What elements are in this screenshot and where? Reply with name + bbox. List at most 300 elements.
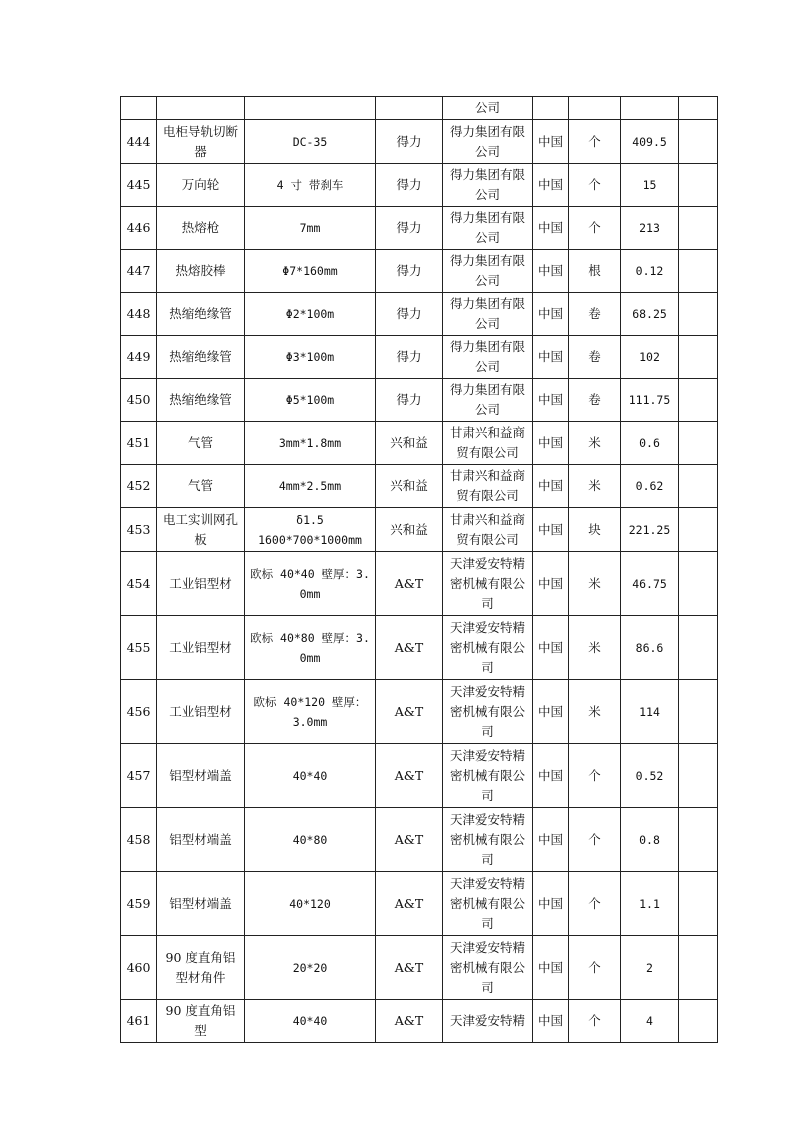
cell-item-spec-text: Φ5*100m — [285, 393, 335, 407]
cell-item-brand-text: 得力 — [396, 177, 422, 192]
cell-item-manufacturer-text: 甘肃兴和益商贸有限公司 — [449, 468, 525, 503]
cell-item-brand-text: A&T — [394, 639, 424, 655]
cell-item-origin — [533, 97, 569, 120]
cell-item-origin — [533, 744, 569, 808]
cell-item-unit-text: 个 — [588, 895, 601, 911]
table-row — [121, 1000, 718, 1043]
cell-item-brand-text: A&T — [394, 895, 424, 911]
cell-item-price-text: 409.5 — [632, 134, 667, 149]
cell-item-origin — [533, 616, 569, 680]
cell-item-manufacturer — [443, 552, 533, 616]
cell-item-manufacturer — [443, 808, 533, 872]
cell-item-unit — [569, 936, 621, 1000]
cell-item-manufacturer — [443, 250, 533, 293]
cell-item-note — [679, 465, 718, 508]
cell-item-origin-text: 中国 — [537, 1013, 563, 1028]
cell-item-manufacturer — [443, 336, 533, 379]
cell-item-price — [621, 872, 679, 936]
cell-item-brand — [376, 616, 443, 680]
cell-item-manufacturer-text: 天津爱安特精密机械有限公司 — [449, 619, 525, 675]
cell-item-spec-text: 20*20 — [292, 960, 328, 975]
table-row — [121, 744, 718, 808]
cell-item-origin-text: 中国 — [537, 177, 563, 192]
cell-item-spec-text: 欧标 40*120 壁厚：3.0mm — [253, 694, 367, 729]
cell-item-name — [157, 465, 245, 508]
cell-item-price — [621, 207, 679, 250]
cell-item-price — [621, 97, 679, 120]
cell-item-no-text: 451 — [126, 435, 151, 450]
cell-item-unit — [569, 872, 621, 936]
cell-item-manufacturer — [443, 872, 533, 936]
cell-item-name — [157, 120, 245, 164]
cell-item-spec-text: 欧标 40*40 壁厚：3.0mm — [250, 566, 370, 601]
cell-item-price — [621, 422, 679, 465]
cell-item-unit — [569, 164, 621, 207]
cell-item-spec — [245, 744, 376, 808]
table-row — [121, 465, 718, 508]
cell-item-spec — [245, 120, 376, 164]
cell-item-origin — [533, 936, 569, 1000]
cell-item-price — [621, 552, 679, 616]
cell-item-unit-text: 个 — [588, 767, 601, 783]
cell-item-brand-text: A&T — [394, 959, 424, 975]
cell-item-unit — [569, 508, 621, 552]
cell-item-origin-text: 中国 — [537, 703, 563, 719]
cell-item-manufacturer — [443, 936, 533, 1000]
cell-item-name-text: 铝型材端盖 — [169, 767, 232, 783]
cell-item-origin-text: 中国 — [537, 435, 563, 450]
cell-item-origin-text: 中国 — [537, 349, 563, 364]
cell-item-brand — [376, 207, 443, 250]
cell-item-name — [157, 164, 245, 207]
cell-item-price-text: 68.25 — [632, 307, 667, 321]
cell-item-note — [679, 808, 718, 872]
cell-item-brand — [376, 336, 443, 379]
cell-item-unit — [569, 336, 621, 379]
cell-item-origin — [533, 250, 569, 293]
cell-item-no — [121, 465, 157, 508]
table-row — [121, 422, 718, 465]
cell-item-origin-text: 中国 — [537, 895, 563, 911]
cell-item-name — [157, 744, 245, 808]
cell-item-unit-text: 个 — [588, 831, 601, 847]
cell-item-brand — [376, 552, 443, 616]
cell-item-name-text: 气管 — [187, 435, 213, 450]
table-row — [121, 164, 718, 207]
cell-item-origin — [533, 680, 569, 744]
cell-item-no — [121, 336, 157, 379]
cell-item-unit-text: 根 — [588, 263, 601, 278]
cell-item-manufacturer — [443, 465, 533, 508]
cell-item-manufacturer — [443, 293, 533, 336]
cell-item-no-text: 444 — [126, 133, 151, 149]
cell-item-brand-text: 兴和益 — [390, 435, 428, 450]
cell-item-brand-text: A&T — [394, 1013, 424, 1028]
cell-item-spec — [245, 680, 376, 744]
cell-item-spec-text: 3mm*1.8mm — [278, 436, 342, 450]
cell-item-no — [121, 120, 157, 164]
cell-item-manufacturer — [443, 744, 533, 808]
cell-item-no-text: 449 — [126, 349, 151, 364]
cell-item-brand — [376, 379, 443, 422]
cell-item-unit — [569, 293, 621, 336]
cell-item-price — [621, 250, 679, 293]
cell-item-no-text: 453 — [126, 521, 151, 537]
cell-item-unit — [569, 552, 621, 616]
cell-item-spec-text: Φ2*100m — [285, 307, 335, 321]
cell-item-origin — [533, 508, 569, 552]
cell-item-price — [621, 680, 679, 744]
table-row — [121, 808, 718, 872]
cell-item-price-text: 0.8 — [639, 832, 660, 847]
cell-item-origin — [533, 379, 569, 422]
cell-item-name — [157, 1000, 245, 1043]
cell-item-price — [621, 336, 679, 379]
cell-item-no — [121, 508, 157, 552]
cell-item-note — [679, 164, 718, 207]
cell-item-brand — [376, 120, 443, 164]
cell-item-note — [679, 250, 718, 293]
cell-item-manufacturer-text: 天津爱安特精 — [449, 1013, 525, 1028]
cell-item-price — [621, 936, 679, 1000]
cell-item-name — [157, 680, 245, 744]
cell-item-note — [679, 422, 718, 465]
cell-item-brand-text: A&T — [394, 575, 424, 591]
cell-item-brand-text: A&T — [394, 767, 424, 783]
cell-item-spec-text: Φ7*160mm — [282, 264, 338, 278]
table-row — [121, 616, 718, 680]
table-row — [121, 508, 718, 552]
cell-item-origin-text: 中国 — [537, 639, 563, 655]
cell-item-manufacturer-text: 得力集团有限公司 — [449, 382, 525, 417]
cell-item-name-text: 热熔胶棒 — [175, 263, 226, 278]
cell-item-manufacturer-text: 天津爱安特精密机械有限公司 — [449, 555, 525, 611]
cell-item-unit-text: 卷 — [588, 306, 601, 321]
cell-item-origin — [533, 872, 569, 936]
cell-item-name — [157, 379, 245, 422]
cell-item-no-text: 447 — [126, 263, 151, 278]
cell-item-no-text: 458 — [126, 831, 151, 847]
cell-item-spec-text: 40*40 — [292, 1014, 328, 1028]
table-row — [121, 872, 718, 936]
cell-item-brand — [376, 293, 443, 336]
table-row — [121, 336, 718, 379]
cell-item-manufacturer-text: 天津爱安特精密机械有限公司 — [449, 939, 525, 995]
cell-item-unit — [569, 1000, 621, 1043]
cell-item-origin-text: 中国 — [537, 392, 563, 407]
cell-item-name-text: 铝型材端盖 — [169, 831, 232, 847]
cell-item-brand — [376, 680, 443, 744]
cell-item-unit — [569, 120, 621, 164]
cell-item-spec-text: Φ3*100m — [285, 350, 335, 364]
cell-item-name — [157, 808, 245, 872]
cell-item-name-text: 工业铝型材 — [169, 639, 232, 655]
cell-item-brand-text: 得力 — [396, 220, 422, 235]
cell-item-brand-text: A&T — [394, 831, 424, 847]
cell-item-price-text: 221.25 — [628, 522, 671, 537]
cell-item-spec — [245, 164, 376, 207]
cell-item-no — [121, 97, 157, 120]
cell-item-price-text: 15 — [642, 178, 657, 192]
cell-item-name-text: 工业铝型材 — [169, 575, 232, 591]
cell-item-origin-text: 中国 — [537, 478, 563, 493]
cell-item-spec-text: 40*120 — [289, 896, 331, 911]
cell-item-brand-text: 兴和益 — [390, 521, 428, 537]
cell-item-brand — [376, 164, 443, 207]
cell-item-unit — [569, 379, 621, 422]
cell-item-no — [121, 680, 157, 744]
cell-item-unit-text: 个 — [588, 177, 601, 192]
cell-item-brand-text: 兴和益 — [390, 478, 428, 493]
cell-item-manufacturer — [443, 120, 533, 164]
cell-item-price-text: 111.75 — [628, 393, 671, 407]
cell-item-origin-text: 中国 — [537, 133, 563, 149]
cell-item-origin-text: 中国 — [537, 263, 563, 278]
cell-item-manufacturer — [443, 508, 533, 552]
cell-item-spec-text: DC-35 — [292, 134, 328, 149]
cell-item-unit-text: 卷 — [588, 392, 601, 407]
cell-item-manufacturer — [443, 616, 533, 680]
cell-item-manufacturer — [443, 1000, 533, 1043]
cell-item-name-text: 热缩绝缘管 — [169, 306, 232, 321]
cell-item-manufacturer — [443, 422, 533, 465]
cell-item-note — [679, 1000, 718, 1043]
cell-item-price-text: 4 — [646, 1014, 653, 1028]
table-row — [121, 552, 718, 616]
cell-item-origin — [533, 552, 569, 616]
cell-item-unit — [569, 616, 621, 680]
cell-item-spec — [245, 552, 376, 616]
cell-item-brand — [376, 422, 443, 465]
cell-item-manufacturer — [443, 207, 533, 250]
cell-item-no-text: 459 — [126, 895, 151, 911]
cell-item-manufacturer-text: 天津爱安特精密机械有限公司 — [449, 875, 525, 931]
equipment-price-table — [120, 96, 718, 1043]
cell-item-unit — [569, 465, 621, 508]
cell-item-spec — [245, 207, 376, 250]
cell-item-name-text: 90 度直角铝型 — [165, 1003, 236, 1038]
cell-item-unit-text: 米 — [588, 639, 601, 655]
cell-item-spec — [245, 808, 376, 872]
cell-item-name-text: 热缩绝缘管 — [169, 349, 232, 364]
cell-item-note — [679, 744, 718, 808]
cell-item-brand — [376, 936, 443, 1000]
cell-item-note — [679, 336, 718, 379]
cell-item-spec — [245, 616, 376, 680]
cell-item-origin — [533, 207, 569, 250]
cell-item-brand — [376, 250, 443, 293]
cell-item-name — [157, 293, 245, 336]
cell-item-manufacturer-text: 天津爱安特精密机械有限公司 — [449, 683, 525, 739]
cell-item-no — [121, 616, 157, 680]
cell-item-no — [121, 936, 157, 1000]
cell-item-no-text: 448 — [126, 306, 151, 321]
cell-item-name-text: 热熔枪 — [181, 220, 220, 235]
cell-item-spec-text: 欧标 40*80 壁厚：3.0mm — [250, 630, 370, 665]
cell-item-price-text: 46.75 — [632, 576, 667, 591]
table-row — [121, 379, 718, 422]
cell-item-note — [679, 680, 718, 744]
cell-item-unit-text: 块 — [588, 521, 601, 537]
cell-item-no — [121, 872, 157, 936]
cell-item-brand-text: 得力 — [396, 306, 422, 321]
cell-item-price — [621, 293, 679, 336]
cell-item-spec — [245, 97, 376, 120]
cell-item-no-text: 461 — [126, 1013, 151, 1028]
cell-item-no — [121, 552, 157, 616]
cell-item-spec — [245, 422, 376, 465]
cell-item-unit-text: 个 — [588, 220, 601, 235]
cell-item-no-text: 445 — [126, 177, 151, 192]
cell-item-price — [621, 808, 679, 872]
cell-item-manufacturer-text: 公司 — [474, 100, 500, 115]
cell-item-price — [621, 616, 679, 680]
cell-item-manufacturer — [443, 164, 533, 207]
cell-item-unit-text: 个 — [588, 133, 601, 149]
cell-item-unit — [569, 744, 621, 808]
cell-item-manufacturer-text: 甘肃兴和益商贸有限公司 — [449, 511, 525, 547]
cell-item-name — [157, 508, 245, 552]
cell-item-price — [621, 164, 679, 207]
cell-item-origin — [533, 465, 569, 508]
cell-item-name — [157, 872, 245, 936]
cell-item-price-text: 0.52 — [635, 768, 664, 783]
cell-item-unit — [569, 680, 621, 744]
cell-item-spec — [245, 1000, 376, 1043]
cell-item-no — [121, 422, 157, 465]
cell-item-name — [157, 336, 245, 379]
cell-item-manufacturer-text: 甘肃兴和益商贸有限公司 — [449, 425, 525, 460]
cell-item-brand — [376, 1000, 443, 1043]
cell-item-origin-text: 中国 — [537, 767, 563, 783]
cell-item-spec-text: 40*80 — [292, 832, 328, 847]
table-row — [121, 293, 718, 336]
cell-item-manufacturer-text: 天津爱安特精密机械有限公司 — [449, 811, 525, 867]
cell-item-note — [679, 936, 718, 1000]
cell-item-manufacturer-text: 得力集团有限公司 — [449, 339, 525, 374]
cell-item-name-text: 工业铝型材 — [169, 703, 232, 719]
cell-item-name — [157, 616, 245, 680]
cell-item-unit-text: 个 — [588, 959, 601, 975]
cell-item-spec-text: 40*40 — [292, 768, 328, 783]
cell-item-manufacturer-text: 得力集团有限公司 — [449, 123, 525, 159]
cell-item-name-text: 热缩绝缘管 — [169, 392, 232, 407]
cell-item-brand — [376, 808, 443, 872]
cell-item-brand — [376, 508, 443, 552]
cell-item-brand-text: 得力 — [396, 133, 422, 149]
cell-item-origin-text: 中国 — [537, 220, 563, 235]
cell-item-brand — [376, 744, 443, 808]
cell-item-unit — [569, 422, 621, 465]
cell-item-manufacturer — [443, 97, 533, 120]
cell-item-price-text: 0.62 — [635, 479, 664, 493]
cell-item-price — [621, 1000, 679, 1043]
cell-item-unit — [569, 808, 621, 872]
cell-item-price-text: 0.12 — [635, 264, 664, 278]
cell-item-origin-text: 中国 — [537, 831, 563, 847]
cell-item-no — [121, 744, 157, 808]
cell-item-price-text: 102 — [639, 350, 660, 364]
cell-item-price-text: 86.6 — [635, 640, 664, 655]
cell-item-name-text: 气管 — [187, 478, 213, 493]
cell-item-spec — [245, 379, 376, 422]
cell-item-origin-text: 中国 — [537, 521, 563, 537]
cell-item-spec-text: 4mm*2.5mm — [278, 479, 342, 493]
cell-item-price — [621, 465, 679, 508]
cell-item-no — [121, 1000, 157, 1043]
cell-item-manufacturer — [443, 379, 533, 422]
cell-item-name-text: 电柜导轨切断器 — [162, 123, 238, 159]
cell-item-unit-text: 个 — [588, 1013, 601, 1028]
cell-item-unit — [569, 97, 621, 120]
table-row — [121, 936, 718, 1000]
table-row — [121, 97, 718, 120]
cell-item-price — [621, 120, 679, 164]
cell-item-no-text: 460 — [126, 959, 151, 975]
cell-item-manufacturer — [443, 680, 533, 744]
cell-item-price — [621, 744, 679, 808]
cell-item-spec — [245, 936, 376, 1000]
table-row — [121, 680, 718, 744]
cell-item-origin-text: 中国 — [537, 575, 563, 591]
cell-item-brand — [376, 465, 443, 508]
cell-item-price — [621, 379, 679, 422]
cell-item-price-text: 213 — [639, 221, 660, 235]
cell-item-spec — [245, 508, 376, 552]
cell-item-unit-text: 米 — [588, 703, 601, 719]
cell-item-note — [679, 872, 718, 936]
cell-item-note — [679, 97, 718, 120]
cell-item-unit-text: 米 — [588, 435, 601, 450]
cell-item-manufacturer-text: 得力集团有限公司 — [449, 210, 525, 245]
cell-item-no-text: 455 — [126, 639, 151, 655]
cell-item-spec — [245, 293, 376, 336]
cell-item-manufacturer-text: 得力集团有限公司 — [449, 253, 525, 288]
cell-item-no-text: 446 — [126, 220, 151, 235]
cell-item-name — [157, 552, 245, 616]
cell-item-origin — [533, 1000, 569, 1043]
cell-item-brand — [376, 97, 443, 120]
cell-item-unit-text: 卷 — [588, 349, 601, 364]
cell-item-name — [157, 422, 245, 465]
cell-item-manufacturer-text: 得力集团有限公司 — [449, 167, 525, 202]
cell-item-note — [679, 293, 718, 336]
cell-item-origin — [533, 808, 569, 872]
cell-item-name — [157, 97, 245, 120]
cell-item-brand-text: 得力 — [396, 392, 422, 407]
cell-item-no-text: 456 — [126, 703, 151, 719]
table-row — [121, 207, 718, 250]
cell-item-manufacturer-text: 天津爱安特精密机械有限公司 — [449, 747, 525, 803]
cell-item-name-text: 铝型材端盖 — [169, 895, 232, 911]
cell-item-spec-text: 4 寸 带刹车 — [276, 178, 344, 192]
cell-item-name — [157, 250, 245, 293]
cell-item-no-text: 457 — [126, 767, 151, 783]
cell-item-spec — [245, 465, 376, 508]
cell-item-note — [679, 552, 718, 616]
cell-item-price-text: 114 — [639, 704, 660, 719]
cell-item-price-text: 1.1 — [639, 896, 660, 911]
cell-item-origin-text: 中国 — [537, 959, 563, 975]
cell-item-spec-text: δ1.5 1600*700*1000mm — [258, 512, 362, 547]
cell-item-note — [679, 120, 718, 164]
table-row — [121, 250, 718, 293]
cell-item-brand-text: A&T — [394, 703, 424, 719]
cell-item-brand-text: 得力 — [396, 349, 422, 364]
cell-item-origin — [533, 164, 569, 207]
cell-item-name-text: 90 度直角铝型材角件 — [165, 949, 236, 985]
cell-item-no — [121, 379, 157, 422]
